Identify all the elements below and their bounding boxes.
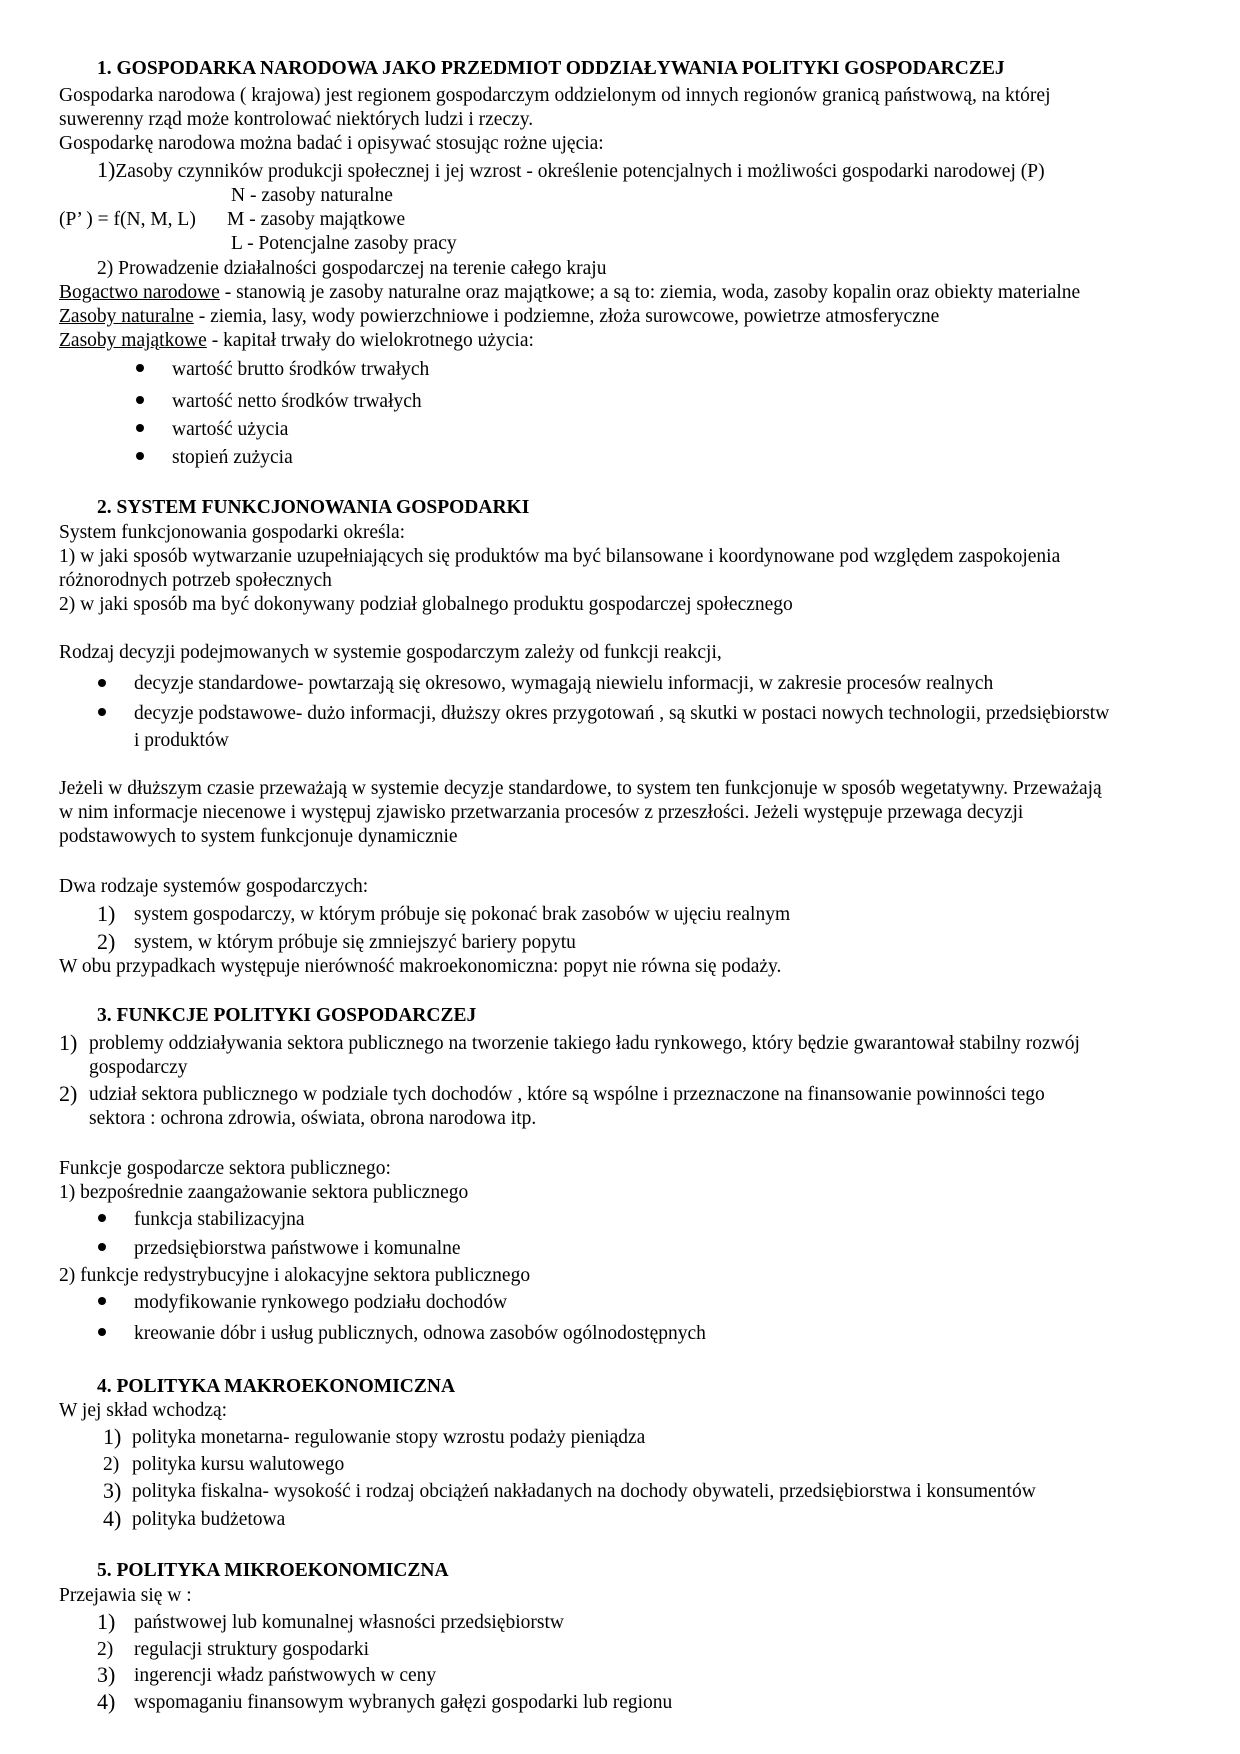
list-item-line: i produktów bbox=[134, 730, 229, 751]
list-number: 3) bbox=[97, 1662, 116, 1687]
list-number: 4) bbox=[103, 1506, 122, 1531]
numbered-item bbox=[59, 1031, 77, 1057]
bullet-icon bbox=[98, 1328, 106, 1336]
definition-text: - kapitał trwały do wielokrotnego użycia: bbox=[206, 330, 534, 351]
section-1-item-1 bbox=[97, 158, 1045, 184]
list-item-line: problemy oddziaływania sektora publicznego na tworzenie takiego ładu rynkowego, który będzie gwarantował stabilny rozwój bbox=[89, 1033, 1080, 1054]
list-item-line: decyzje podstawowe- dużo informacji, dłuższy okres przygotowań , są skutki w postaci nowych technologii, przedsiębiorstw bbox=[134, 703, 1110, 724]
bullet-icon bbox=[98, 1297, 106, 1305]
numbered-item bbox=[59, 1082, 77, 1108]
definition-term: Bogactwo narodowe bbox=[59, 282, 220, 303]
section-5-heading: 5. POLITYKA MIKROEKONOMICZNA bbox=[97, 1560, 449, 1581]
list-item-text: Zasoby czynników produkcji społecznej i jej wzrost - określenie potencjalnych i możliwości gospodarki narodowej (P) bbox=[115, 161, 1045, 182]
section-1-paragraph-line: Gospodarka narodowa ( krajowa) jest regionem gospodarczym oddzielonym od innych regionów granicą państwową, na której bbox=[59, 85, 1051, 106]
section-1-paragraph: Gospodarkę narodowa można badać i opisywać stosując rożne ujęcia: bbox=[59, 133, 604, 154]
numbered-item bbox=[97, 1663, 115, 1689]
list-item: przedsiębiorstwa państwowe i komunalne bbox=[134, 1238, 461, 1259]
list-item: kreowanie dóbr i usług publicznych, odnowa zasobów ogólnodostępnych bbox=[134, 1323, 706, 1344]
list-item: stopień zużycia bbox=[172, 447, 293, 468]
numbered-item bbox=[103, 1425, 121, 1451]
list-item: wartość netto środków trwałych bbox=[172, 391, 422, 412]
bullet-icon bbox=[98, 1214, 106, 1222]
bullet-icon bbox=[136, 424, 144, 432]
section-1-paragraph-line: suwerenny rząd może kontrolować niektórych ludzi i rzeczy. bbox=[59, 109, 534, 130]
list-item: wartość użycia bbox=[172, 419, 289, 440]
formula-left: (P’ ) = f(N, M, L) bbox=[59, 209, 196, 230]
list-number: 2) bbox=[97, 929, 116, 954]
numbered-item bbox=[97, 930, 115, 956]
section-2-paragraph-line: podstawowych to system funkcjonuje dynamicznie bbox=[59, 826, 458, 847]
bullet-icon bbox=[98, 708, 106, 716]
definition-zasoby-majatkowe bbox=[59, 329, 534, 353]
formula-m-line: M - zasoby majątkowe bbox=[227, 209, 406, 230]
list-item-text: ingerencji władz państwowych w ceny bbox=[134, 1665, 437, 1686]
list-item: wartość brutto środków trwałych bbox=[172, 359, 430, 380]
section-2-heading: 2. SYSTEM FUNKCJONOWANIA GOSPODARKI bbox=[97, 497, 530, 518]
definition-term: Zasoby naturalne bbox=[59, 306, 194, 327]
list-number: 1) bbox=[103, 1424, 122, 1449]
section-3-paragraph: Funkcje gospodarcze sektora publicznego: bbox=[59, 1158, 391, 1179]
definition-zasoby-naturalne bbox=[59, 305, 939, 329]
section-4-intro: W jej skład wchodzą: bbox=[59, 1400, 228, 1421]
definition-bogactwo bbox=[59, 281, 1080, 305]
section-5-intro: Przejawia się w : bbox=[59, 1585, 192, 1606]
list-number: 3) bbox=[103, 1478, 122, 1503]
numbered-item bbox=[103, 1507, 121, 1533]
definition-term: Zasoby majątkowe bbox=[59, 330, 207, 351]
list-item-line: gospodarczy bbox=[89, 1057, 188, 1078]
list-number: 2) bbox=[59, 1081, 78, 1106]
section-3-heading: 3. FUNKCJE POLITYKI GOSPODARCZEJ bbox=[97, 1005, 477, 1026]
formula-n-line: N - zasoby naturalne bbox=[231, 185, 393, 206]
list-item-text: polityka budżetowa bbox=[132, 1509, 286, 1530]
numbered-item: 2) bbox=[103, 1454, 120, 1475]
group-2-label: 2) funkcje redystrybucyjne i alokacyjne sektora publicznego bbox=[59, 1265, 531, 1286]
bullet-icon bbox=[136, 364, 144, 372]
section-2-item-2: 2) w jaki sposób ma być dokonywany podział globalnego produktu gospodarczej społecznego bbox=[59, 594, 793, 615]
group-1-label: 1) bezpośrednie zaangażowanie sektora publicznego bbox=[59, 1182, 469, 1203]
bullet-icon bbox=[98, 679, 106, 687]
numbered-item bbox=[97, 1610, 115, 1636]
list-number: 1) bbox=[97, 157, 116, 182]
formula-l-line: L - Potencjalne zasoby pracy bbox=[231, 233, 457, 254]
section-1-item-2: 2) Prowadzenie działalności gospodarczej na terenie całego kraju bbox=[97, 258, 607, 279]
list-number: 1) bbox=[97, 901, 116, 926]
section-4-heading: 4. POLITYKA MAKROEKONOMICZNA bbox=[97, 1376, 456, 1397]
bullet-icon bbox=[98, 1243, 106, 1251]
definition-text: - stanowią je zasoby naturalne oraz majątkowe; a są to: ziemia, woda, zasoby kopalin oraz obiekty materialne bbox=[219, 282, 1081, 303]
numbered-item bbox=[97, 902, 115, 928]
section-2-paragraph: Dwa rodzaje systemów gospodarczych: bbox=[59, 876, 369, 897]
section-1-heading: 1. GOSPODARKA NARODOWA JAKO PRZEDMIOT ODDZIAŁYWANIA POLITYKI GOSPODARCZEJ bbox=[97, 58, 1005, 79]
bullet-icon bbox=[136, 396, 144, 404]
numbered-item bbox=[97, 1690, 115, 1716]
list-item-text: polityka monetarna- regulowanie stopy wzrostu podaży pieniądza bbox=[132, 1427, 646, 1448]
bullet-icon bbox=[136, 452, 144, 460]
section-2-paragraph: Rodzaj decyzji podejmowanych w systemie gospodarczym zależy od funkcji reakcji, bbox=[59, 642, 722, 663]
list-number: 1) bbox=[97, 1609, 116, 1634]
list-item-line: udział sektora publicznego w podziale tych dochodów , które są wspólne i przeznaczone na finansowanie powinności tego bbox=[89, 1084, 1045, 1105]
list-item: decyzje standardowe- powtarzają się okresowo, wymagają niewielu informacji, w zakresie procesów realnych bbox=[134, 673, 994, 694]
section-2-intro: System funkcjonowania gospodarki określa: bbox=[59, 522, 406, 543]
list-item: funkcja stabilizacyjna bbox=[134, 1209, 305, 1230]
section-2-paragraph-line: w nim informacje niecenowe i występuj zjawisko przetwarzania procesów z przeszłości. Jeżeli występuje przewaga decyzji bbox=[59, 802, 1024, 823]
list-item-text: wspomaganiu finansowym wybranych gałęzi gospodarki lub regionu bbox=[134, 1692, 673, 1713]
list-number: 4) bbox=[97, 1689, 116, 1714]
list-number: 1) bbox=[59, 1030, 78, 1055]
section-2-item-1-line: różnorodnych potrzeb społecznych bbox=[59, 570, 332, 591]
list-item-text: system, w którym próbuje się zmniejszyć bariery popytu bbox=[134, 932, 576, 953]
section-2-item-1-line: 1) w jaki sposób wytwarzanie uzupełniających się produktów ma być bilansowane i koordynowane pod względem zaspokojenia bbox=[59, 546, 1061, 567]
list-item-line: sektora : ochrona zdrowia, oświata, obrona narodowa itp. bbox=[89, 1108, 537, 1129]
section-2-paragraph: W obu przypadkach występuje nierówność makroekonomiczna: popyt nie równa się podaży. bbox=[59, 956, 782, 977]
section-2-paragraph-line: Jeżeli w dłuższym czasie przeważają w systemie decyzje standardowe, to system ten funkcjonuje w sposób wegetatywny. Przeważają bbox=[59, 778, 1102, 799]
list-item-text: system gospodarczy, w którym próbuje się pokonać brak zasobów w ujęciu realnym bbox=[134, 904, 791, 925]
numbered-item bbox=[103, 1479, 121, 1505]
list-item-text: polityka kursu walutowego bbox=[132, 1454, 345, 1475]
list-item: modyfikowanie rynkowego podziału dochodów bbox=[134, 1292, 508, 1313]
list-item-text: państwowej lub komunalnej własności przedsiębiorstw bbox=[134, 1612, 564, 1633]
definition-text: - ziemia, lasy, wody powierzchniowe i podziemne, złoża surowcowe, powietrze atmosferyczne bbox=[193, 306, 940, 327]
list-item-text: regulacji struktury gospodarki bbox=[134, 1639, 370, 1660]
numbered-item: 2) bbox=[97, 1639, 114, 1660]
list-item-text: polityka fiskalna- wysokość i rodzaj obciążeń nakładanych na dochody obywateli, przedsiębiorstwa i konsumentów bbox=[132, 1481, 1036, 1502]
